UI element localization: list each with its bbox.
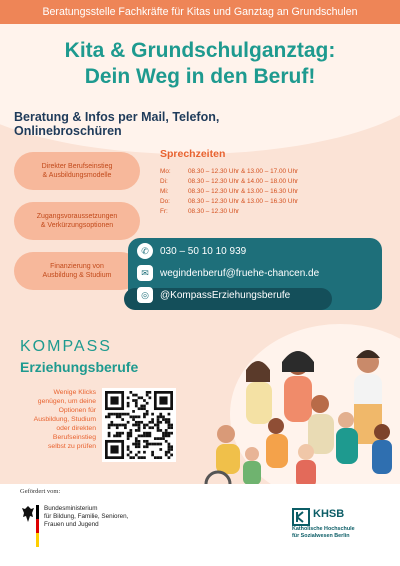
info-line: oder direkten [56,425,96,432]
header-banner: Beratungsstelle Fachkräfte für Kitas und Ganztag an Grundschulen [0,0,400,24]
phone-link[interactable] [137,243,246,259]
person-illustration [296,444,316,484]
hours-row [160,177,370,187]
people-illustration [196,324,400,484]
title-line: Kita & Grundschulganztag: [64,39,336,62]
email-link[interactable] [137,265,319,281]
hours-title: Sprechzeiten [160,148,226,160]
hours-row [160,167,370,177]
instagram-icon: ◎ [137,287,153,303]
instagram-link[interactable] [137,287,290,303]
funded-by-label: Gefördert vom: [20,488,61,495]
hours-row [160,197,370,207]
khsb-mark-icon [292,508,310,526]
eagle-emblem-icon [22,505,34,523]
hours-time: 08.30 – 12.30 Uhr & 13.00 – 17.00 Uhr [188,168,299,175]
email-address: wegindenberuf@fruehe-chancen.de [160,267,320,279]
instagram-handle: @KompassErziehungsberufe [160,289,291,301]
topic-line: & Ausbildungsmodelle [42,172,112,179]
hours-day: Mo: [160,168,171,175]
title-line: Dein Weg in den Beruf! [84,65,316,88]
topic-line: Ausbildung & Studium [42,272,112,279]
qr-code-icon [105,391,173,459]
info-line: Berufseinstieg [52,434,96,441]
subtitle [14,110,294,138]
topic-pill [14,152,140,190]
person-illustration [266,418,288,468]
topic-pill [14,202,140,240]
hours-time: 08.30 – 12.30 Uhr & 13.00 – 16.30 Uhr [188,198,299,205]
ministry-line: für Bildung, Familie, Senioren, [44,513,129,520]
topic-line: Zugangsvoraussetzungen [36,213,118,220]
khsb-logo: KHSB [313,508,345,520]
person-illustration [243,447,261,484]
kompass-logo: KOMPASS [20,338,112,355]
person-illustration [282,351,314,422]
hours-day: Di: [160,178,168,185]
person-illustration [372,424,392,474]
phone-icon: ✆ [137,243,153,259]
hours-day: Fr: [160,208,168,215]
qr-code[interactable] [102,388,176,462]
qr-info-text [16,388,96,451]
phone-number: 030 – 50 10 10 939 [160,245,247,257]
mail-icon: ✉ [137,265,153,281]
info-line: Optionen für [58,407,96,414]
subtitle-line: Onlinebroschüren [14,124,122,138]
poster [0,24,400,484]
ministry-line: Frauen und Jugend [44,521,99,528]
khsb-line: Katholische Hochschule [292,526,355,532]
person-illustration [308,395,334,454]
hours-day: Mi: [160,188,169,195]
person-illustration [206,425,240,484]
info-line: Wenige Klicks [53,389,96,396]
hours-time: 08.30 – 12.30 Uhr [188,208,240,215]
page-title [10,38,390,90]
subtitle-line: Beratung & Infos per Mail, Telefon, [14,110,220,124]
info-line: selbst zu prüfen [48,443,96,450]
hours-row [160,187,370,197]
topic-line: & Verkürzungsoptionen [40,222,114,229]
khsb-name [292,526,355,540]
info-line: genügen, um deine [37,398,96,405]
khsb-line: für Sozialwesen Berlin [292,533,350,539]
info-line: Ausbildung, Studium [33,416,96,423]
ministry-logo [44,505,128,529]
topic-line: Finanzierung von [50,263,104,270]
hours-table [160,167,370,217]
topic-line: Direkter Berufseinstieg [41,163,113,170]
kompass-name: Erziehungsberufe [20,359,139,375]
ministry-line: Bundesministerium [44,505,98,512]
german-flag-icon [36,505,39,547]
person-illustration [246,361,272,424]
topic-pill [14,252,140,290]
hours-time: 08.30 – 12.30 Uhr & 14.00 – 18.00 Uhr [188,178,299,185]
hours-row [160,207,370,217]
hours-time: 08.30 – 12.30 Uhr & 13.00 – 16.30 Uhr [188,188,299,195]
hours-day: Do: [160,198,170,205]
